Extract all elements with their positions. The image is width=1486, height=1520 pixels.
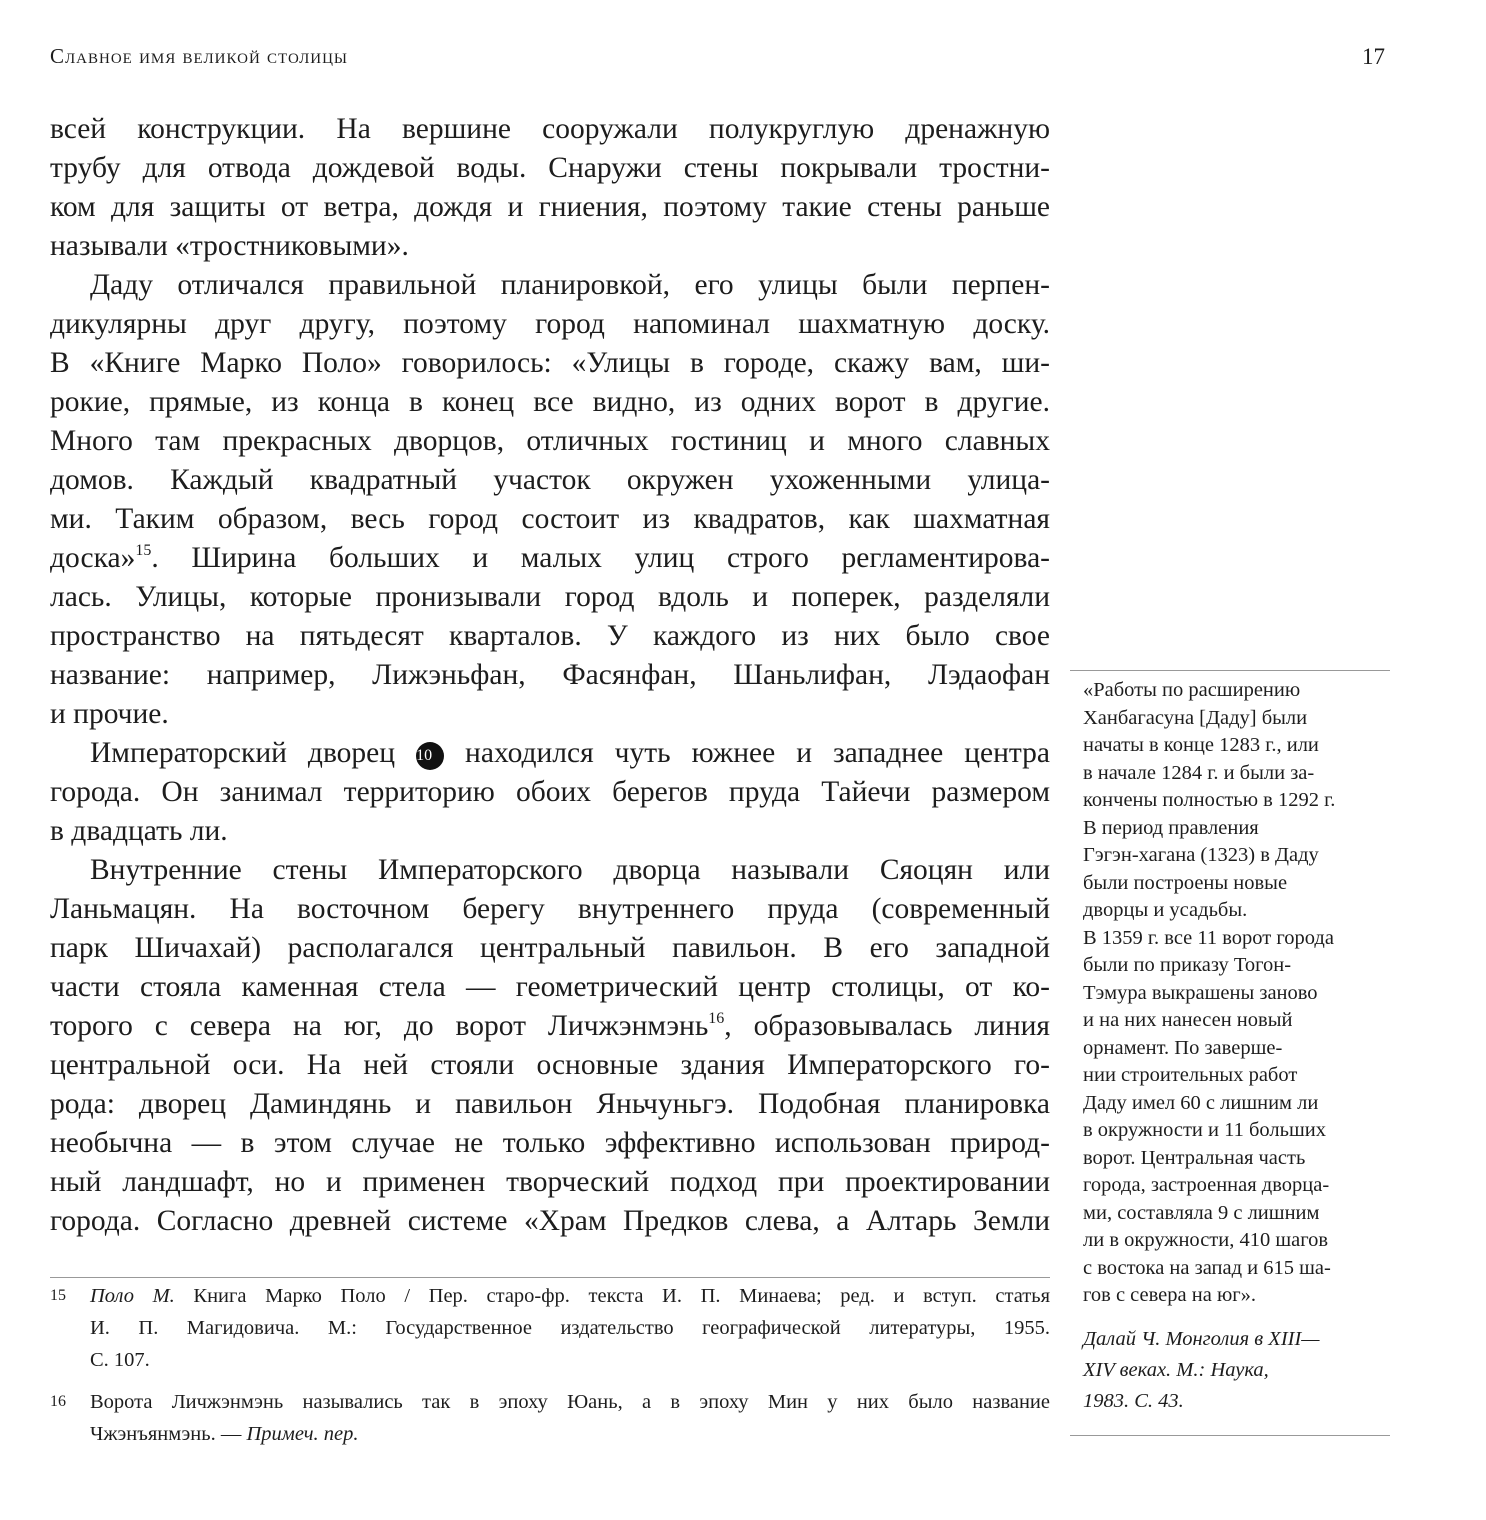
italic-text: Поло М. <box>90 1285 175 1307</box>
sidebar-quote <box>1083 677 1393 1310</box>
text-run: ный ландшафт, но и применен творческий подход при проектировании <box>50 1166 1050 1198</box>
running-head: Славное имя великой столицы <box>50 44 349 68</box>
text-run: название: например, Лижэньфан, Фасянфан, Шаньлифан, Лэдаофан <box>50 659 1050 691</box>
text-line <box>50 110 1050 149</box>
footnote <box>50 1280 1050 1376</box>
sidebar-line: Даду имел 60 с лишним ли <box>1083 1091 1319 1114</box>
text-run: И. П. Магидовича. М.: Государственное издательство географической литературы, 1955. <box>90 1317 1050 1339</box>
text-run: Ланьмацян. На восточном берегу внутреннего пруда (современный <box>50 893 1050 925</box>
sidebar-bottom-rule <box>1070 1435 1390 1436</box>
text-run: Книга Марко Поло / Пер. старо-фр. текста И. П. Минаева; ред. и вступ. статья <box>174 1285 1051 1307</box>
text-line <box>50 422 1050 461</box>
footnote-line <box>90 1280 1050 1312</box>
text-line <box>50 1202 1050 1241</box>
sidebar-line: «Работы по расширению <box>1083 679 1301 701</box>
text-run: В «Книге Марко Поло» говорилось: «Улицы в городе, скажу вам, ши- <box>50 347 1050 379</box>
paragraph <box>50 110 1050 266</box>
text-line <box>50 578 1050 617</box>
footnote-line <box>90 1418 1050 1450</box>
text-run: Ворота Личжэнмэнь назывались так в эпоху Юань, а в эпоху Мин у них было название <box>90 1391 1050 1413</box>
sidebar-line: ми, составляла 9 с лишним <box>1083 1201 1320 1224</box>
sidebar-source-line: 1983. С. 43. <box>1083 1389 1184 1412</box>
text-run: Императорский дворец <box>90 737 417 769</box>
sidebar-line: были по приказу Тогон- <box>1083 954 1292 976</box>
text-line <box>50 500 1050 539</box>
text-run: дикулярны друг другу, поэтому город напоминал шахматную доску. <box>50 308 1050 340</box>
text-run: города. Согласно древней системе «Храм Предков слева, а Алтарь Земли <box>50 1205 1050 1237</box>
text-run: находился чуть южнее и западнее центра <box>444 737 1051 769</box>
text-line <box>50 617 1050 656</box>
footnote-line <box>90 1344 1050 1376</box>
sidebar-line: нии строительных работ <box>1083 1064 1298 1086</box>
text-run: центральной оси. На ней стояли основные здания Императорского го- <box>50 1049 1050 1081</box>
main-text <box>50 110 1050 1241</box>
text-run: парк Шичахай) располагался центральный павильон. В его западной <box>50 932 1050 964</box>
footnotes <box>50 1280 1050 1460</box>
text-line <box>50 734 1050 773</box>
sidebar-line: ворот. Центральная часть <box>1083 1146 1306 1169</box>
sidebar-line: были построены новые <box>1083 871 1288 894</box>
figure-marker-badge: 10 <box>416 742 444 770</box>
text-run: торого с севера на юг, до ворот Личжэнмэнь <box>50 1010 709 1042</box>
text-run: доска» <box>50 542 136 574</box>
text-run: , образовывалась линия <box>724 1010 1050 1042</box>
text-line <box>50 968 1050 1007</box>
paragraph <box>50 266 1050 734</box>
sidebar-source-line: XIV веках. М.: Наука, <box>1083 1358 1269 1381</box>
text-run: домов. Каждый квадратный участок окружен ухоженными улица- <box>50 464 1050 496</box>
footnote-ref: 15 <box>135 542 152 559</box>
text-run: Внутренние стены Императорского дворца называли Сяоцян или <box>90 854 1050 886</box>
footnote-ref: 16 <box>708 1010 725 1027</box>
text-line <box>50 812 1050 851</box>
text-line <box>50 929 1050 968</box>
text-line <box>50 1163 1050 1202</box>
sidebar-line: с востока на запад и 615 ша- <box>1083 1256 1331 1279</box>
text-line <box>50 656 1050 695</box>
text-run: Даду отличался правильной планировкой, его улицы были перпен- <box>90 269 1050 301</box>
text-run: Много там прекрасных дворцов, отличных гостиниц и много славных <box>50 425 1050 457</box>
text-run: рода: дворец Даминдянь и павильон Яньчуньгэ. Подобная планировка <box>50 1088 1050 1120</box>
sidebar-source-line: Далай Ч. Монголия в XIII— <box>1083 1327 1320 1350</box>
sidebar-line: начаты в конце 1283 г., или <box>1083 734 1319 756</box>
text-run: пространство на пятьдесят кварталов. У каждого из них было свое <box>50 620 1050 652</box>
text-run: рокие, прямые, из конца в конец все видно, из одних ворот в другие. <box>50 386 1050 418</box>
text-line <box>50 1085 1050 1124</box>
paragraph <box>50 734 1050 851</box>
sidebar-line: кончены полностью в 1292 г. <box>1083 789 1336 811</box>
text-run: . Ширина больших и малых улиц строго регламентирова- <box>151 542 1050 574</box>
text-run: С. 107. <box>90 1349 150 1371</box>
sidebar-line: Тэмура выкрашены заново <box>1083 981 1318 1004</box>
text-run: всей конструкции. На вершине сооружали полукруглую дренажную <box>50 113 1050 145</box>
sidebar-line: В 1359 г. все 11 ворот города <box>1083 926 1334 949</box>
text-line <box>50 1124 1050 1163</box>
text-run: части стояла каменная стела — геометрический центр столицы, от ко- <box>50 971 1050 1003</box>
sidebar-top-rule <box>1070 670 1390 671</box>
paragraph <box>50 851 1050 1241</box>
text-line <box>50 266 1050 305</box>
text-line <box>50 890 1050 929</box>
footnote-number: 16 <box>50 1393 66 1410</box>
footnote <box>50 1386 1050 1450</box>
text-line <box>50 1007 1050 1046</box>
text-run: Чжэнъянмэнь. — <box>90 1423 247 1445</box>
text-line <box>50 695 1050 734</box>
italic-text: Примеч. пер. <box>246 1423 359 1445</box>
footnote-divider <box>50 1277 1050 1278</box>
sidebar-line: гов с севера на юг». <box>1083 1284 1257 1306</box>
sidebar-line: в начале 1284 г. и были за- <box>1083 761 1315 784</box>
text-line <box>50 188 1050 227</box>
sidebar-line: ли в окружности, 410 шагов <box>1083 1229 1329 1251</box>
text-run: лась. Улицы, которые пронизывали город вдоль и поперек, разделяли <box>50 581 1050 613</box>
sidebar-line: Ханбагасуна [Даду] были <box>1083 706 1308 729</box>
sidebar-line: дворцы и усадьбы. <box>1083 899 1248 921</box>
sidebar-source <box>1083 1324 1393 1417</box>
sidebar-line: и на них нанесен новый <box>1083 1009 1293 1031</box>
text-run: необычна — в этом случае не только эффективно использован природ- <box>50 1127 1050 1159</box>
text-line <box>50 227 1050 266</box>
sidebar-line: В период правления <box>1083 816 1259 839</box>
text-line <box>50 1046 1050 1085</box>
text-run: трубу для отвода дождевой воды. Снаружи стены покрывали тростни- <box>50 152 1050 184</box>
text-run: в двадцать ли. <box>50 815 228 847</box>
sidebar-line: в окружности и 11 больших <box>1083 1119 1326 1141</box>
text-run: города. Он занимал территорию обоих берегов пруда Тайечи размером <box>50 776 1050 808</box>
sidebar-line: города, застроенная дворца- <box>1083 1174 1330 1196</box>
sidebar-note <box>1083 677 1393 1417</box>
sidebar-line: орнамент. По заверше- <box>1083 1036 1283 1059</box>
text-run: ми. Таким образом, весь город состоит из квадратов, как шахматная <box>50 503 1050 535</box>
page-number: 17 <box>1362 44 1385 69</box>
footnote-number: 15 <box>50 1287 66 1304</box>
text-line <box>50 344 1050 383</box>
sidebar-line: Гэгэн-хагана (1323) в Даду <box>1083 844 1319 866</box>
text-line <box>50 149 1050 188</box>
text-line <box>50 851 1050 890</box>
text-run: и прочие. <box>50 698 169 730</box>
text-run: называли «тростниковыми». <box>50 230 409 262</box>
text-line <box>50 383 1050 422</box>
text-line <box>50 539 1050 578</box>
footnote-line <box>90 1386 1050 1418</box>
text-line <box>50 773 1050 812</box>
text-line <box>50 461 1050 500</box>
text-line <box>50 305 1050 344</box>
footnote-line <box>90 1312 1050 1344</box>
text-run: ком для защиты от ветра, дождя и гниения, поэтому такие стены раньше <box>50 191 1050 223</box>
